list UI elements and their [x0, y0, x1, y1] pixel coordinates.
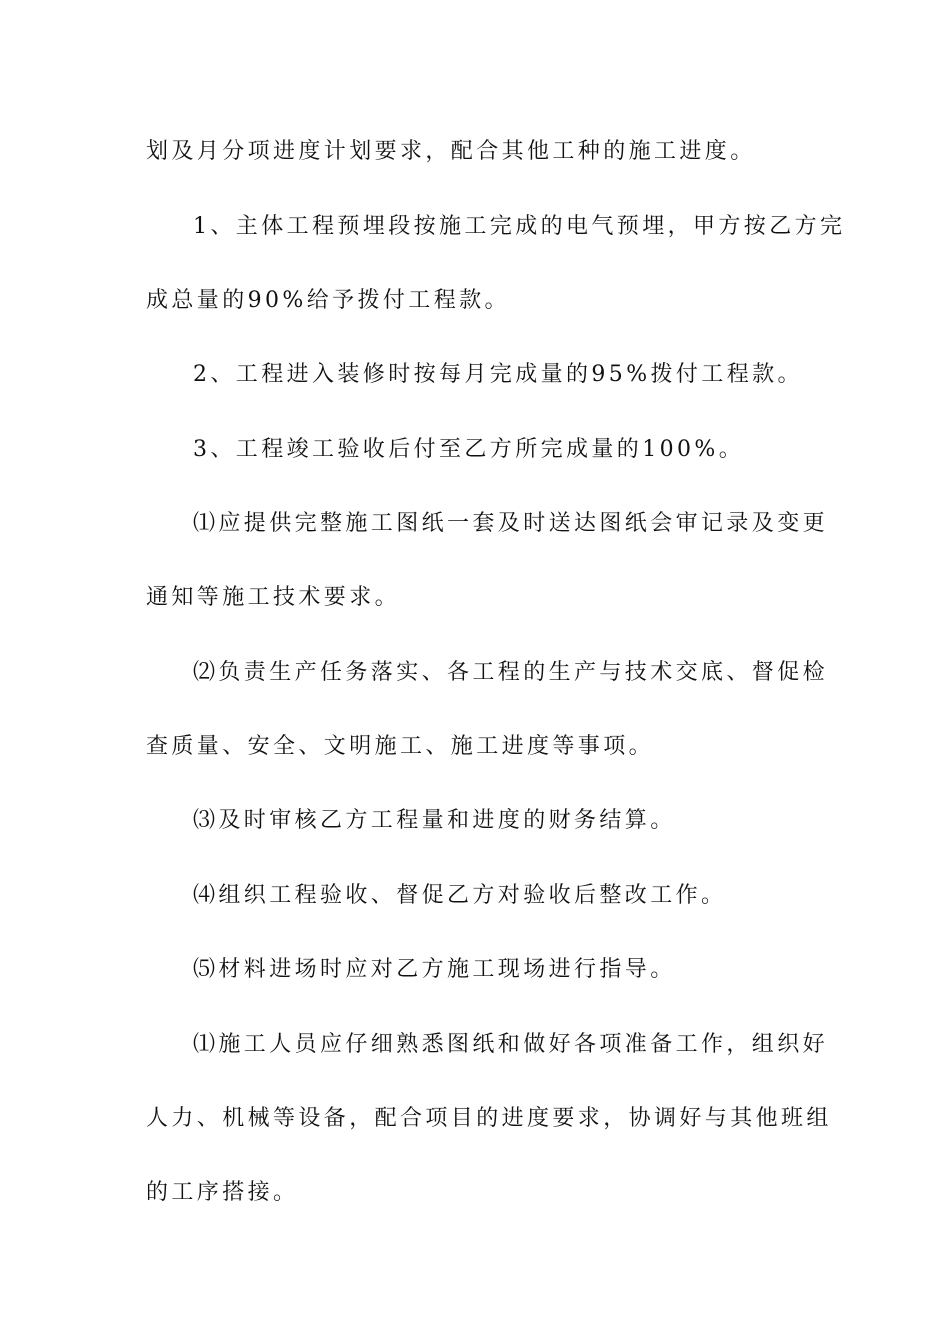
text-line: 的工序搭接。: [146, 1180, 299, 1205]
text-line: 人力、机械等设备，配合项目的进度要求，协调好与其他班组: [146, 1106, 832, 1131]
text-line: ⑵负责生产任务落实、各工程的生产与技术交底、督促检: [193, 660, 829, 685]
text-line: ⑴施工人员应仔细熟悉图纸和做好各项准备工作，组织好: [193, 1032, 829, 1057]
text-line: ⑸材料进场时应对乙方施工现场进行指导。: [193, 957, 676, 982]
text-line: ⑴应提供完整施工图纸一套及时送达图纸会审记录及变更: [193, 511, 829, 536]
text-line: ⑷组织工程验收、督促乙方对验收后整改工作。: [193, 883, 727, 908]
text-line: 成总量的90%给予拨付工程款。: [146, 288, 510, 313]
text-line: ⑶及时审核乙方工程量和进度的财务结算。: [193, 808, 676, 833]
text-line: 划及月分项进度计划要求，配合其他工种的施工进度。: [146, 139, 756, 164]
text-line: 2、工程进入装修时按每月完成量的95%拨付工程款。: [193, 362, 803, 387]
text-line: 通知等施工技术要求。: [146, 585, 401, 610]
text-line: 3、工程竣工验收后付至乙方所完成量的100%。: [193, 437, 745, 462]
text-line: 1、主体工程预埋段按施工完成的电气预埋，甲方按乙方完: [193, 214, 846, 239]
text-line: 查质量、安全、文明施工、施工进度等事项。: [146, 734, 655, 759]
